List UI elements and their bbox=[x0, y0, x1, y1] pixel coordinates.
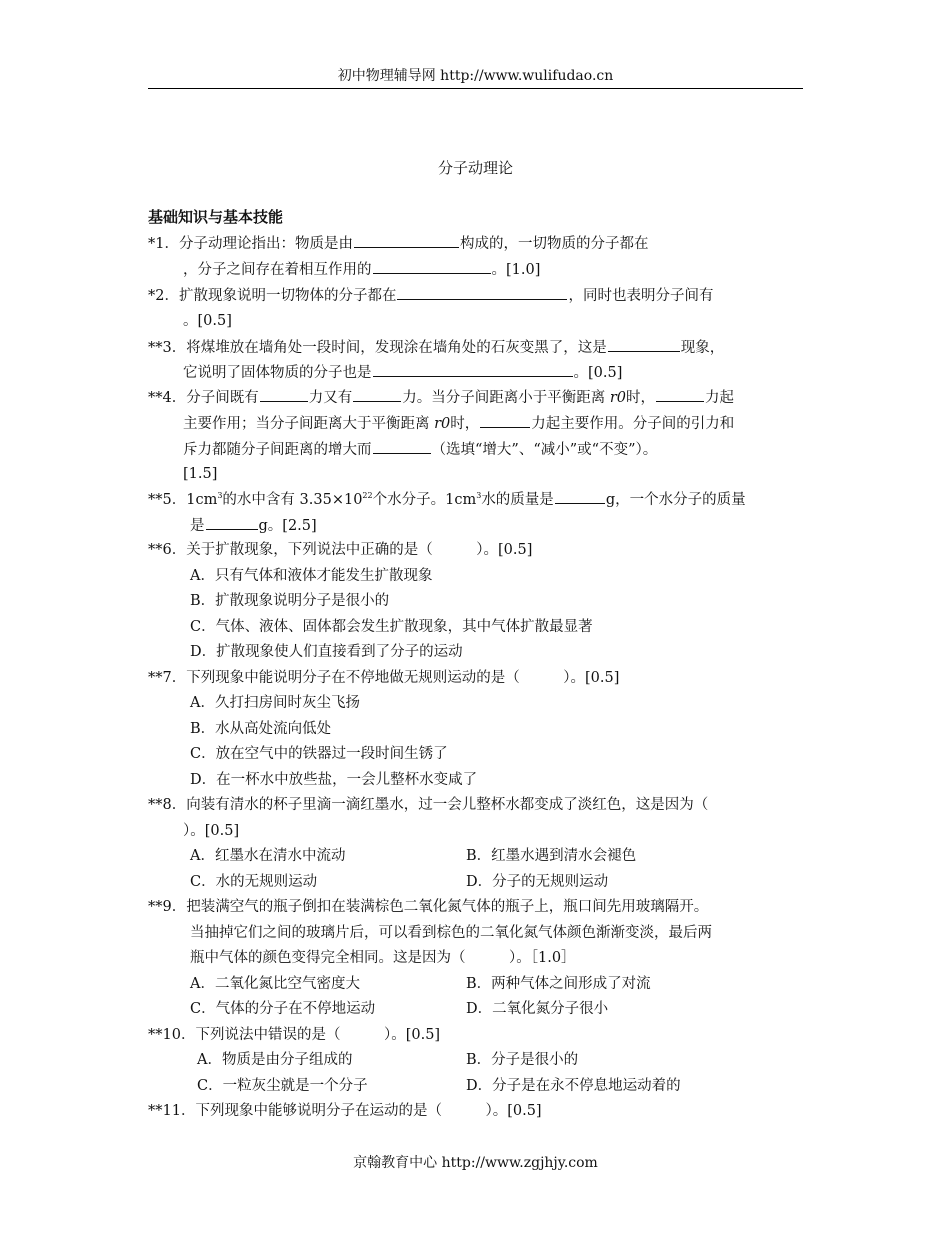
question-4-line-1: **4．分子间既有 力又有 力。当分子间距离小于平衡距离 r0时， 力起 bbox=[148, 387, 808, 408]
question-9-option-b[interactable]: B．两种气体之间形成了对流 bbox=[466, 976, 651, 992]
question-4-line-4: [1.5] bbox=[183, 466, 218, 482]
question-8-option-a[interactable]: A．红墨水在清水中流动 bbox=[190, 848, 346, 864]
question-6-option-c[interactable]: C．气体、液体、固体都会发生扩散现象，其中气体扩散最显著 bbox=[190, 619, 593, 635]
question-8-stem-line-1: **8．向装有清水的杯子里滴一滴红墨水，过一会儿整杯水都变成了淡红色，这是因为（ bbox=[148, 797, 709, 813]
question-9-options-row-1 bbox=[190, 974, 850, 994]
question-9-stem-line-2: 当抽掉它们之间的玻璃片后，可以看到棕色的二氧化氮气体颜色渐渐变淡，最后两 bbox=[190, 925, 712, 941]
header-rule bbox=[148, 88, 803, 89]
question-6-option-b[interactable]: B．扩散现象说明分子是很小的 bbox=[190, 593, 390, 609]
question-7-option-c[interactable]: C．放在空气中的铁器过一段时间生锈了 bbox=[190, 746, 448, 762]
question-4-line-2: 主要作用；当分子间距离大于平衡距离 r0时， 力起主要作用。分子间的引力和 bbox=[183, 413, 843, 434]
question-10-option-b[interactable]: B．分子是很小的 bbox=[466, 1052, 579, 1068]
question-8-option-d[interactable]: D．分子的无规则运动 bbox=[466, 874, 609, 890]
question-10-option-c[interactable]: C．一粒灰尘就是一个分子 bbox=[197, 1078, 368, 1094]
question-10-options-row-1 bbox=[197, 1050, 857, 1070]
answer-blank[interactable] bbox=[480, 413, 530, 428]
question-6-option-a[interactable]: A．只有气体和液体才能发生扩散现象 bbox=[190, 568, 433, 584]
question-8-option-b[interactable]: B．红墨水遇到清水会褪色 bbox=[466, 848, 637, 864]
question-10-option-d[interactable]: D．分子是在永不停息地运动着的 bbox=[466, 1078, 681, 1094]
question-9-stem-line-3: 瓶中气体的颜色变得完全相同。这是因为（ ）。［1.0］ bbox=[190, 950, 576, 966]
question-10-options-row-2 bbox=[197, 1076, 857, 1096]
question-9-option-c[interactable]: C．气体的分子在不停地运动 bbox=[190, 1001, 376, 1017]
question-7-option-b[interactable]: B．水从高处流向低处 bbox=[190, 721, 332, 737]
question-6-option-d[interactable]: D．扩散现象使人们直接看到了分子的运动 bbox=[190, 644, 463, 660]
question-2-line-1: *2．扩散现象说明一切物体的分子都在 ，同时也表明分子间有 bbox=[148, 285, 808, 306]
question-5-line-1: **5．$1cm^3$的水中含有 $3.35\times 10^{22}$个水分子。$1cm^3$水的质量是 g，一个水分子的质量 bbox=[148, 489, 808, 510]
answer-blank[interactable] bbox=[373, 439, 431, 454]
question-7-option-a[interactable]: A．久打扫房间时灰尘飞扬 bbox=[190, 695, 360, 711]
question-1-line-2: ，分子之间存在着相互作用的 。[1.0] bbox=[183, 259, 843, 280]
question-8-option-c[interactable]: C．水的无规则运动 bbox=[190, 874, 318, 890]
answer-blank[interactable] bbox=[656, 387, 704, 402]
answer-blank[interactable] bbox=[555, 489, 605, 504]
question-9-stem-line-1: **9．把装满空气的瓶子倒扣在装满棕色二氧化氮气体的瓶子上，瓶口间先用玻璃隔开。 bbox=[148, 899, 709, 915]
page-header: 初中物理辅导网 http://www.wulifudao.cn bbox=[337, 68, 614, 84]
answer-blank[interactable] bbox=[354, 233, 459, 248]
document-title: 分子动理论 bbox=[437, 159, 513, 177]
answer-blank[interactable] bbox=[206, 515, 258, 530]
question-1-line-1: *1．分子动理论指出：物质是由 构成的，一切物质的分子都在 bbox=[148, 233, 808, 254]
question-9-options-row-2 bbox=[190, 999, 850, 1019]
question-9-option-d[interactable]: D．二氧化氮分子很小 bbox=[466, 1001, 609, 1017]
question-6-stem: **6．关于扩散现象，下列说法中正确的是（ ）。[0.5] bbox=[148, 542, 533, 558]
question-3-line-1: **3．将煤堆放在墙角处一段时间，发现涂在墙角处的石灰变黑了，这是 现象， bbox=[148, 337, 808, 358]
question-7-option-d[interactable]: D．在一杯水中放些盐，一会儿整杯水变咸了 bbox=[190, 772, 478, 788]
question-3-line-2: 它说明了固体物质的分子也是 。[0.5] bbox=[183, 362, 843, 383]
answer-blank[interactable] bbox=[373, 362, 573, 377]
question-8-options-row-1 bbox=[190, 846, 850, 866]
answer-blank[interactable] bbox=[353, 387, 401, 402]
question-4-line-3: 斥力都随分子间距离的增大而 （选填“增大”、“减小”或“不变”）。 bbox=[183, 439, 843, 460]
answer-blank[interactable] bbox=[397, 285, 567, 300]
section-heading: 基础知识与基本技能 bbox=[148, 208, 284, 226]
question-8-options-row-2 bbox=[190, 872, 850, 892]
question-5-line-2: 是 g。[2.5] bbox=[190, 515, 850, 536]
answer-blank[interactable] bbox=[373, 259, 491, 274]
question-7-stem: **7．下列现象中能说明分子在不停地做无规则运动的是（ ）。[0.5] bbox=[148, 670, 620, 686]
question-2-line-2: 。[0.5] bbox=[183, 313, 232, 329]
answer-blank[interactable] bbox=[260, 387, 308, 402]
question-10-stem: **10．下列说法中错误的是（ ）。[0.5] bbox=[148, 1027, 441, 1043]
question-11-stem: **11．下列现象中能够说明分子在运动的是（ ）。[0.5] bbox=[148, 1103, 542, 1119]
question-8-stem-line-2: ）。[0.5] bbox=[183, 823, 240, 839]
page-footer: 京翰教育中心 http://www.zgjhjy.com bbox=[353, 1155, 598, 1171]
question-9-option-a[interactable]: A．二氧化氮比空气密度大 bbox=[190, 976, 360, 992]
answer-blank[interactable] bbox=[608, 337, 680, 352]
question-10-option-a[interactable]: A．物质是由分子组成的 bbox=[197, 1052, 353, 1068]
